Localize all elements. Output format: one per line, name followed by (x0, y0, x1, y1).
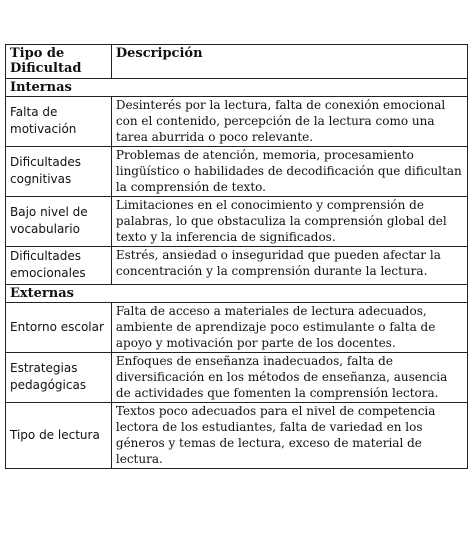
difficulties-table (5, 44, 468, 469)
table-row (6, 403, 468, 469)
row-description: Estrés, ansiedad o inseguridad que pueden afectar la concentración y la comprensión durante la lectura. (111, 247, 467, 285)
header-description: Descripción (111, 45, 467, 79)
row-description: Textos poco adecuados para el nivel de competencia lectora de los estudiantes, falta de variedad en los géneros y temas de lectura, exceso de material de lectura. (111, 403, 467, 469)
table-row (6, 353, 468, 403)
row-description: Problemas de atención, memoria, procesamiento lingüístico o habilidades de decodificación que dificultan la comprensión de texto. (111, 147, 467, 197)
row-type: Entorno escolar (6, 303, 112, 353)
row-description: Desinterés por la lectura, falta de conexión emocional con el contenido, percepción de la lectura como una tarea aburrida o poco relevante. (111, 97, 467, 147)
header-type: Tipo de Dificultad (6, 45, 112, 79)
section-title-internas: Internas (6, 79, 468, 97)
table-row (6, 247, 468, 285)
table-row (6, 147, 468, 197)
row-description: Falta de acceso a materiales de lectura adecuados, ambiente de aprendizaje poco estimulante o falta de apoyo y motivación por parte de los docentes. (111, 303, 467, 353)
table-header-row (6, 45, 468, 79)
row-type: Estrategias pedagógicas (6, 353, 112, 403)
row-type: Tipo de lectura (6, 403, 112, 469)
row-type: Dificultades emocionales (6, 247, 112, 285)
table-row (6, 97, 468, 147)
section-row-internas (6, 79, 468, 97)
section-row-externas (6, 285, 468, 303)
row-type: Dificultades cognitivas (6, 147, 112, 197)
row-description: Enfoques de enseñanza inadecuados, falta de diversificación en los métodos de enseñanza, ausencia de actividades que fomenten la comprensión lectora. (111, 353, 467, 403)
row-type: Bajo nivel de vocabulario (6, 197, 112, 247)
row-type: Falta de motivación (6, 97, 112, 147)
section-title-externas: Externas (6, 285, 468, 303)
table-row (6, 197, 468, 247)
row-description: Limitaciones en el conocimiento y comprensión de palabras, lo que obstaculiza la comprensión global del texto y la inferencia de significados. (111, 197, 467, 247)
table-row (6, 303, 468, 353)
